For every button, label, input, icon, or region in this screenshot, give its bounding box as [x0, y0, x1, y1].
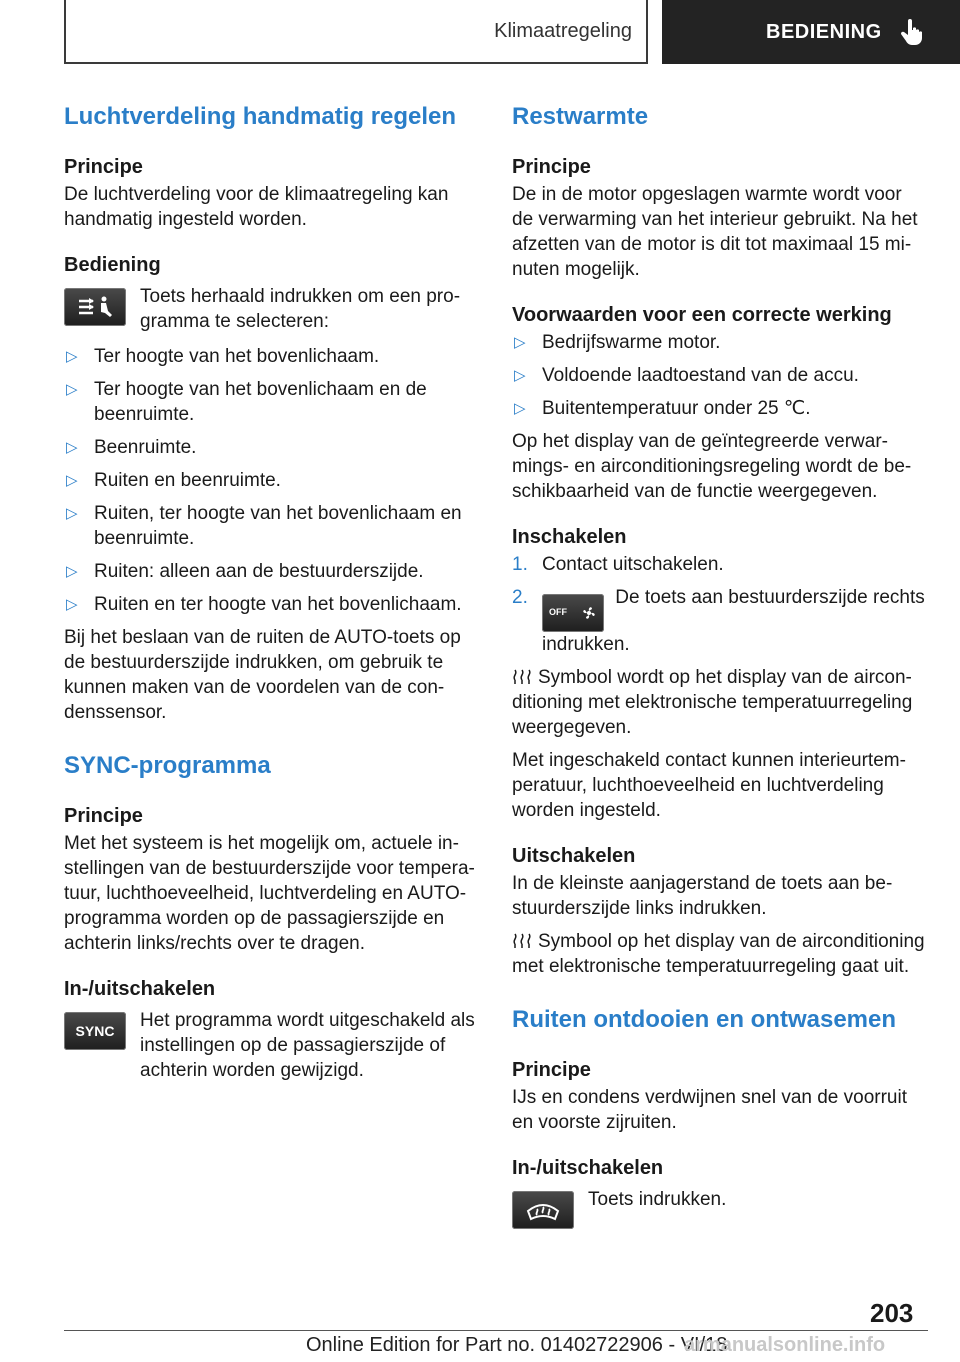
fan-icon: [581, 605, 597, 621]
subheading-uitschakelen: Uitschakelen: [512, 844, 636, 867]
sync-button-label: SYNC: [75, 1023, 115, 1039]
list-item: ▷ Ruiten, ter hoogte van het bovenlichaam en beenruimte.: [66, 503, 462, 549]
list-item: 2. OFF De toets aan bestuurderszijde rechts indrukken.: [512, 587, 925, 655]
paragraph-display: Op het display van de geïntegreerde verwar‐ mings- en airconditioningsregeling wordt de be‐ schikbaarheid van de functie weergegeven.: [512, 431, 912, 502]
paragraph-sync-principe: Met het systeem is het mogelijk om, actuele in‐ stellingen van de bestuurderszijde voor tempera‐ tuur, luchthoeveelheid, luchtverdeling en AUTO- programma worden op de passagierszijde en achterin links/rechts over te dragen.: [64, 833, 475, 954]
sync-row: [64, 1008, 480, 1083]
list-item: ▷ Ruiten en ter hoogte van het bovenlichaam.: [66, 594, 462, 615]
pointing-hand-icon: [900, 19, 922, 45]
residual-heat-icon: [512, 668, 532, 686]
list-item: ▷ Ruiten en beenruimte.: [66, 470, 281, 491]
list-item: ▷ Ter hoogte van het bovenlichaam en de beenruimte.: [66, 379, 427, 425]
list-item: ▷ Ruiten: alleen aan de bestuurderszijde.: [66, 561, 424, 582]
off-fan-button-image: [542, 594, 604, 632]
list-item: ▷ Bedrijfswarme motor.: [514, 332, 721, 353]
triangle-bullet-icon: ▷: [514, 400, 526, 417]
subheading-ontdooi-principe: Principe: [512, 1058, 591, 1081]
triangle-bullet-icon: ▷: [66, 596, 78, 613]
triangle-bullet-icon: ▷: [66, 563, 78, 580]
section-heading-luchtverdeling: Luchtverdeling handmatig regelen: [64, 103, 457, 130]
air-distribution-icon: [75, 294, 115, 320]
edition-text: Online Edition for Part no. 01402722906 - VI/18: [306, 1334, 728, 1356]
triangle-bullet-icon: ▷: [66, 348, 78, 365]
sync-onoff-text: Het programma wordt uitgeschakeld als instellingen op de passagierszijde of achterin worden gewijzigd.: [140, 1010, 475, 1081]
paragraph-symbol-off: Symbool op het display van de airconditioning met elektronische temperatuurregeling gaat uit.: [512, 930, 925, 977]
chapter-title: BEDIENING: [766, 20, 882, 43]
subheading-sync-onoff: In-/uitschakelen: [64, 978, 216, 1000]
left-column: [64, 100, 480, 1093]
subheading-principe: Principe: [512, 156, 591, 178]
residual-heat-icon: [512, 932, 532, 950]
paragraph-ontdooi-principe: IJs en condens verdwijnen snel van de voorruit en voorste zijruiten.: [512, 1086, 908, 1133]
section-title: Klimaatregeling: [494, 19, 632, 42]
bediening-row: [64, 284, 480, 334]
section-heading-sync: SYNC-programma: [64, 752, 271, 779]
list-item: 1. Contact uitschakelen.: [512, 554, 724, 575]
paragraph-contact: Met ingeschakeld contact kunnen interieurtem‐ peratuur, luchthoeveelheid en luchtverdeling worden ingesteld.: [512, 749, 906, 821]
paragraph-uitschakelen: In de kleinste aanjagerstand de toets aan be‐ stuurderszijde links indrukken.: [512, 872, 893, 919]
air-distribution-button-image: [64, 288, 126, 326]
triangle-bullet-icon: ▷: [66, 505, 78, 522]
defrost-row: [512, 1187, 928, 1229]
defrost-text: Toets indrukken.: [588, 1188, 727, 1210]
paragraph-symbol-on: Symbool wordt op het display van de aircon‐ ditioning met elektronische temperatuurregeling weergegeven.: [512, 666, 913, 738]
list-item: ▷ Ter hoogte van het bovenlichaam.: [66, 346, 380, 367]
subheading-ontdooi-onoff: In-/uitschakelen: [512, 1156, 664, 1179]
subheading-sync-principe: Principe: [64, 805, 143, 827]
inschakelen-steps: [512, 552, 928, 657]
conditions-list: [512, 330, 928, 421]
chapter-tab: [662, 0, 960, 64]
sync-button-image: [64, 1012, 126, 1050]
section-heading-ontdooien: Ruiten ontdooien en ontwasemen: [512, 1005, 897, 1033]
triangle-bullet-icon: ▷: [66, 439, 78, 456]
triangle-bullet-icon: ▷: [66, 381, 78, 398]
triangle-bullet-icon: ▷: [514, 334, 526, 351]
page-header: [0, 0, 960, 66]
section-tab: [64, 0, 648, 64]
paragraph-auto: Bij het beslaan van de ruiten de AUTO-toets op de bestuurderszijde indrukken, om gebruik te kunnen maken van de voordelen van de con‐ denssensor.: [64, 627, 461, 723]
list-item: ▷ Buitentemperatuur onder 25 ℃.: [514, 398, 811, 419]
windshield-defrost-icon: [525, 1197, 561, 1223]
subheading-inschakelen: Inschakelen: [512, 526, 627, 548]
section-heading-restwarmte: Restwarmte: [512, 103, 649, 130]
subheading-bediening: Bediening: [64, 254, 161, 276]
footer-divider: [64, 1330, 928, 1331]
right-column: [512, 100, 928, 1239]
list-item: ▷ Beenruimte.: [66, 437, 197, 458]
watermark: armanualsonline.info: [684, 1334, 886, 1356]
bediening-text: Toets herhaald indrukken om een pro‐ gramma te selecteren:: [140, 286, 461, 332]
subheading-voorwaarden: Voorwaarden voor een correcte werking: [512, 304, 892, 326]
paragraph-principe: De in de motor opgeslagen warmte wordt voor de verwarming van het interieur gebruikt. Na het afzetten van de motor is dit tot maximaal 15 mi‐ nuten mogelijk.: [512, 184, 918, 280]
subheading-principe: Principe: [64, 156, 143, 178]
paragraph-principe: De luchtverdeling voor de klimaatregeling kan handmatig ingesteld worden.: [64, 184, 449, 230]
list-item: ▷ Voldoende laadtoestand van de accu.: [514, 365, 859, 386]
triangle-bullet-icon: ▷: [66, 472, 78, 489]
triangle-bullet-icon: ▷: [514, 367, 526, 384]
page-number: 203: [870, 1298, 914, 1328]
off-label: OFF: [549, 607, 567, 617]
air-distribution-list: [64, 344, 480, 617]
defrost-button-image: [512, 1191, 574, 1229]
